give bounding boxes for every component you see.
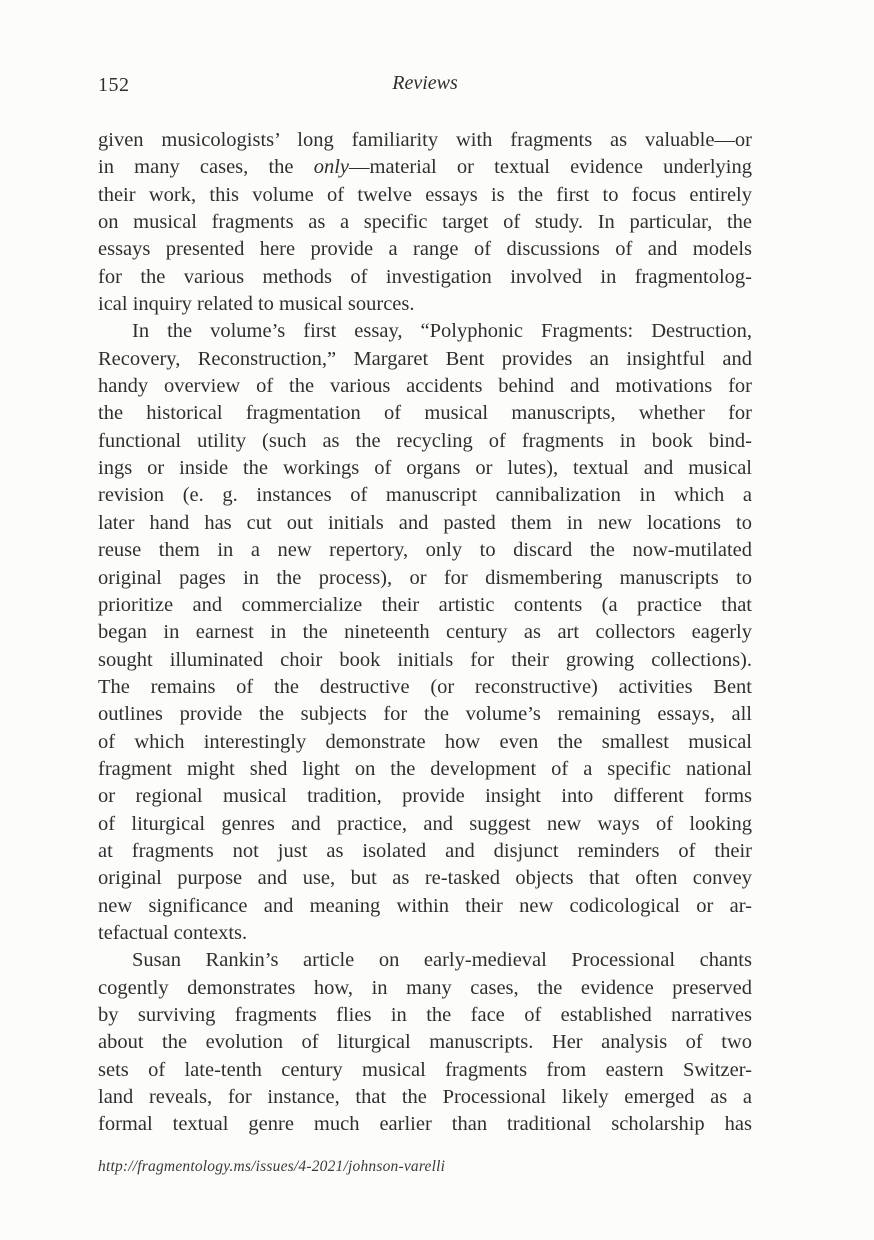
text-line: began in earnest in the nineteenth century as art collectors eagerly	[98, 621, 752, 644]
text-line: outlines provide the subjects for the volume’s remaining essays, all	[98, 703, 752, 726]
text-line: revision (e. g. instances of manuscript cannibalization in which a	[98, 484, 752, 507]
paragraph	[98, 947, 752, 1138]
text-line: reuse them in a new repertory, only to discard the now-mutilated	[98, 539, 752, 562]
text-line: In the volume’s first essay, “Polyphonic Fragments: Destruction,	[132, 320, 752, 343]
text-line: new significance and meaning within their new codicological or ar-	[98, 894, 752, 917]
review-body	[98, 127, 752, 1139]
text-line: of which interestingly demonstrate how even the smallest musical	[98, 730, 752, 753]
paragraph	[98, 318, 752, 947]
text-line: handy overview of the various accidents behind and motivations for	[98, 375, 752, 398]
text-line: of liturgical genres and practice, and suggest new ways of looking	[98, 812, 752, 835]
text-line: at fragments not just as isolated and disjunct reminders of their	[98, 839, 752, 862]
text-line: land reveals, for instance, that the Processional likely emerged as a	[98, 1086, 752, 1109]
text-line: their work, this volume of twelve essays is the first to focus entirely	[98, 183, 752, 206]
text-line: fragment might shed light on the development of a specific national	[98, 757, 752, 780]
text-line: essays presented here provide a range of discussions of and models	[98, 238, 752, 261]
text-line: later hand has cut out initials and pasted them in new locations to	[98, 511, 752, 534]
text-line: original purpose and use, but as re-tasked objects that often convey	[98, 867, 752, 890]
page-number: 152	[98, 74, 130, 96]
text-line: in many cases, the only—material or textual evidence underlying	[98, 156, 752, 179]
text-line: given musicologists’ long familiarity with fragments as valuable—or	[98, 129, 752, 151]
text-line: or regional musical tradition, provide insight into different forms	[98, 785, 752, 808]
text-line: about the evolution of liturgical manuscripts. Her analysis of two	[98, 1031, 752, 1054]
text-line: functional utility (such as the recycling of fragments in book bind-	[98, 429, 752, 452]
text-line: Recovery, Reconstruction,” Margaret Bent provides an insightful and	[98, 347, 752, 370]
page-header	[98, 72, 752, 100]
text-line: sets of late-tenth century musical fragments from eastern Switzer-	[98, 1058, 752, 1081]
text-line: for the various methods of investigation involved in fragmentolog-	[98, 265, 752, 288]
text-line: formal textual genre much earlier than traditional scholarship has	[98, 1113, 752, 1136]
text-line: ical inquiry related to musical sources.	[98, 293, 415, 316]
text-line: ings or inside the workings of organs or lutes), textual and musical	[98, 457, 752, 480]
text-line: cogently demonstrates how, in many cases, the evidence preserved	[98, 976, 752, 999]
footer-url: http://fragmentology.ms/issues/4-2021/johnson-varelli	[98, 1158, 446, 1175]
text-line: The remains of the destructive (or reconstructive) activities Bent	[98, 675, 752, 698]
paragraph	[98, 127, 752, 318]
text-line: by surviving fragments flies in the face of established narratives	[98, 1004, 752, 1026]
text-line: on musical fragments as a specific target of study. In particular, the	[98, 211, 752, 234]
running-head: Reviews	[392, 72, 458, 94]
text-line: Susan Rankin’s article on early-medieval Processional chants	[132, 949, 752, 972]
text-line: original pages in the process), or for dismembering manuscripts to	[98, 566, 752, 589]
text-line: sought illuminated choir book initials for their growing collections).	[98, 648, 752, 671]
text-line: prioritize and commercialize their artistic contents (a practice that	[98, 593, 752, 616]
text-line: the historical fragmentation of musical manuscripts, whether for	[98, 402, 752, 425]
text-line: tefactual contexts.	[98, 921, 248, 944]
